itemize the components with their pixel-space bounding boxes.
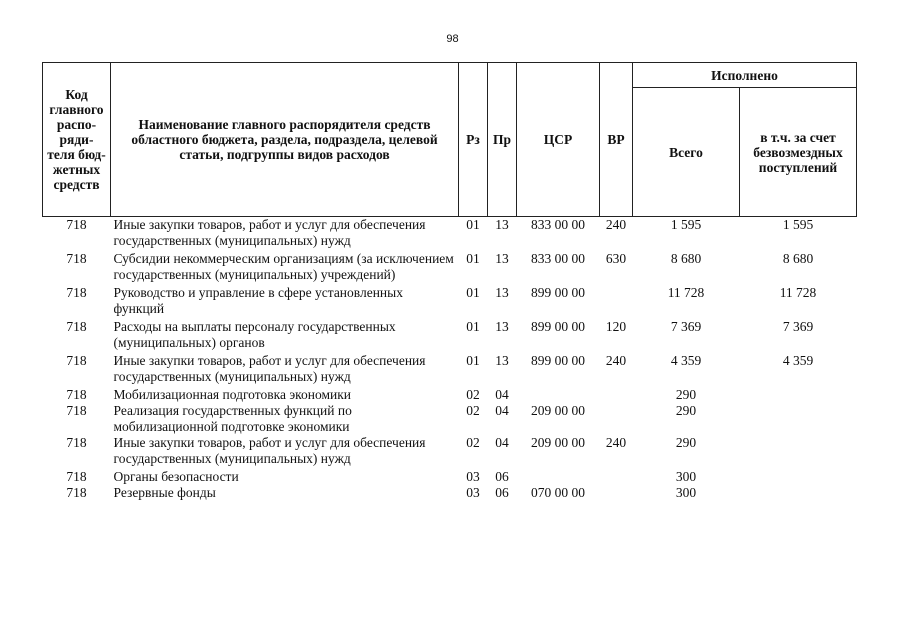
cell-vr: [600, 469, 633, 485]
cell-code: 718: [66, 353, 87, 368]
cell-free: [740, 403, 857, 435]
header-free: в т.ч. за счет безвозмездных поступлений: [740, 88, 857, 217]
cell-rz: 02: [466, 387, 480, 402]
cell-total: 290: [675, 435, 697, 450]
cell-csr: 833 00 00: [531, 217, 585, 232]
cell-name: Иные закупки товаров, работ и услуг для обеспечения государственных (муниципальных) нужд: [113, 435, 426, 466]
cell-pr: 04: [495, 387, 509, 402]
cell-code: 718: [66, 403, 87, 418]
table-row: [43, 403, 857, 435]
budget-table: [42, 62, 857, 501]
cell-code: 718: [66, 285, 87, 300]
cell-name: Субсидии некоммерческим организациям (за исключением государственных (муниципальных) учреждений): [113, 251, 454, 282]
cell-csr: 209 00 00: [531, 435, 585, 450]
cell-pr: 04: [495, 403, 509, 418]
header-code: Код главного распо-ряди-теля бюд-жетных средств: [43, 63, 111, 217]
cell-total: 11 728: [667, 285, 705, 300]
table-row: [43, 485, 857, 501]
cell-pr: 13: [495, 353, 509, 368]
cell-rz: 01: [466, 353, 480, 368]
cell-code: 718: [66, 435, 87, 450]
cell-free: [740, 387, 857, 403]
table-row: [43, 319, 857, 353]
cell-code: 718: [66, 217, 87, 232]
table-body: [43, 217, 857, 502]
cell-pr: 06: [495, 469, 509, 484]
cell-name: Органы безопасности: [113, 469, 239, 484]
cell-name: Руководство и управление в сфере установленных функций: [113, 285, 403, 316]
cell-vr: 240: [605, 435, 627, 450]
cell-rz: 01: [466, 285, 480, 300]
cell-rz: 01: [466, 251, 480, 266]
cell-csr: [517, 469, 600, 485]
header-executed: Исполнено: [633, 63, 857, 88]
cell-pr: 13: [495, 251, 509, 266]
cell-name: Иные закупки товаров, работ и услуг для обеспечения государственных (муниципальных) нужд: [113, 217, 426, 248]
cell-name: Мобилизационная подготовка экономики: [113, 387, 352, 402]
cell-free: [740, 435, 857, 469]
cell-rz: 03: [466, 485, 480, 500]
table-header: [43, 63, 857, 217]
cell-rz: 03: [466, 469, 480, 484]
cell-free: [740, 485, 857, 501]
cell-pr: 13: [495, 217, 509, 232]
cell-rz: 01: [466, 319, 480, 334]
cell-rz: 02: [466, 403, 480, 418]
cell-free: [740, 469, 857, 485]
cell-free: 7 369: [782, 319, 814, 334]
cell-name: Реализация государственных функций по мобилизационной подготовке экономики: [113, 403, 352, 434]
cell-total: 290: [675, 403, 697, 418]
table-row: [43, 387, 857, 403]
header-total: Всего: [633, 88, 740, 217]
cell-vr: 240: [605, 353, 627, 368]
cell-free: 11 728: [779, 285, 817, 300]
cell-csr: 833 00 00: [531, 251, 585, 266]
cell-pr: 13: [495, 285, 509, 300]
cell-name: Иные закупки товаров, работ и услуг для обеспечения государственных (муниципальных) нужд: [113, 353, 426, 384]
cell-vr: 630: [605, 251, 627, 266]
cell-total: 8 680: [670, 251, 702, 266]
header-csr: ЦСР: [517, 63, 600, 217]
cell-rz: 01: [466, 217, 480, 232]
cell-pr: 06: [495, 485, 509, 500]
cell-vr: [600, 403, 633, 435]
cell-free: 1 595: [782, 217, 814, 232]
cell-code: 718: [66, 469, 87, 484]
cell-free: 4 359: [782, 353, 814, 368]
cell-code: 718: [66, 251, 87, 266]
cell-rz: 02: [466, 435, 480, 450]
table-row: [43, 435, 857, 469]
cell-vr: 120: [605, 319, 627, 334]
cell-pr: 13: [495, 319, 509, 334]
cell-csr: 070 00 00: [531, 485, 585, 500]
table-row: [43, 469, 857, 485]
cell-csr: 899 00 00: [531, 285, 585, 300]
page-number: 98: [446, 33, 459, 45]
header-rz: Рз: [459, 63, 488, 217]
table-row: [43, 353, 857, 387]
cell-total: 290: [675, 387, 697, 402]
cell-csr: [517, 387, 600, 403]
table-row: [43, 251, 857, 285]
cell-code: 718: [66, 485, 87, 500]
cell-csr: 209 00 00: [531, 403, 585, 418]
header-vr: ВР: [600, 63, 633, 217]
cell-vr: 240: [605, 217, 627, 232]
cell-vr: [600, 485, 633, 501]
cell-name: Резервные фонды: [113, 485, 216, 500]
cell-total: 1 595: [670, 217, 702, 232]
header-pr: Пр: [488, 63, 517, 217]
cell-vr: [600, 387, 633, 403]
cell-vr: [600, 285, 633, 319]
cell-free: 8 680: [782, 251, 814, 266]
cell-code: 718: [66, 319, 87, 334]
cell-total: 300: [675, 469, 697, 484]
cell-total: 7 369: [670, 319, 702, 334]
table-row: [43, 285, 857, 319]
table-row: [43, 217, 857, 252]
cell-csr: 899 00 00: [531, 353, 585, 368]
cell-total: 300: [675, 485, 697, 500]
cell-csr: 899 00 00: [531, 319, 585, 334]
cell-pr: 04: [495, 435, 509, 450]
header-name: Наименование главного распорядителя средств областного бюджета, раздела, подраздела, целевой статьи, подгруппы видов расходов: [111, 63, 459, 217]
cell-name: Расходы на выплаты персоналу государственных (муниципальных) органов: [113, 319, 396, 350]
cell-total: 4 359: [670, 353, 702, 368]
cell-code: 718: [66, 387, 87, 402]
